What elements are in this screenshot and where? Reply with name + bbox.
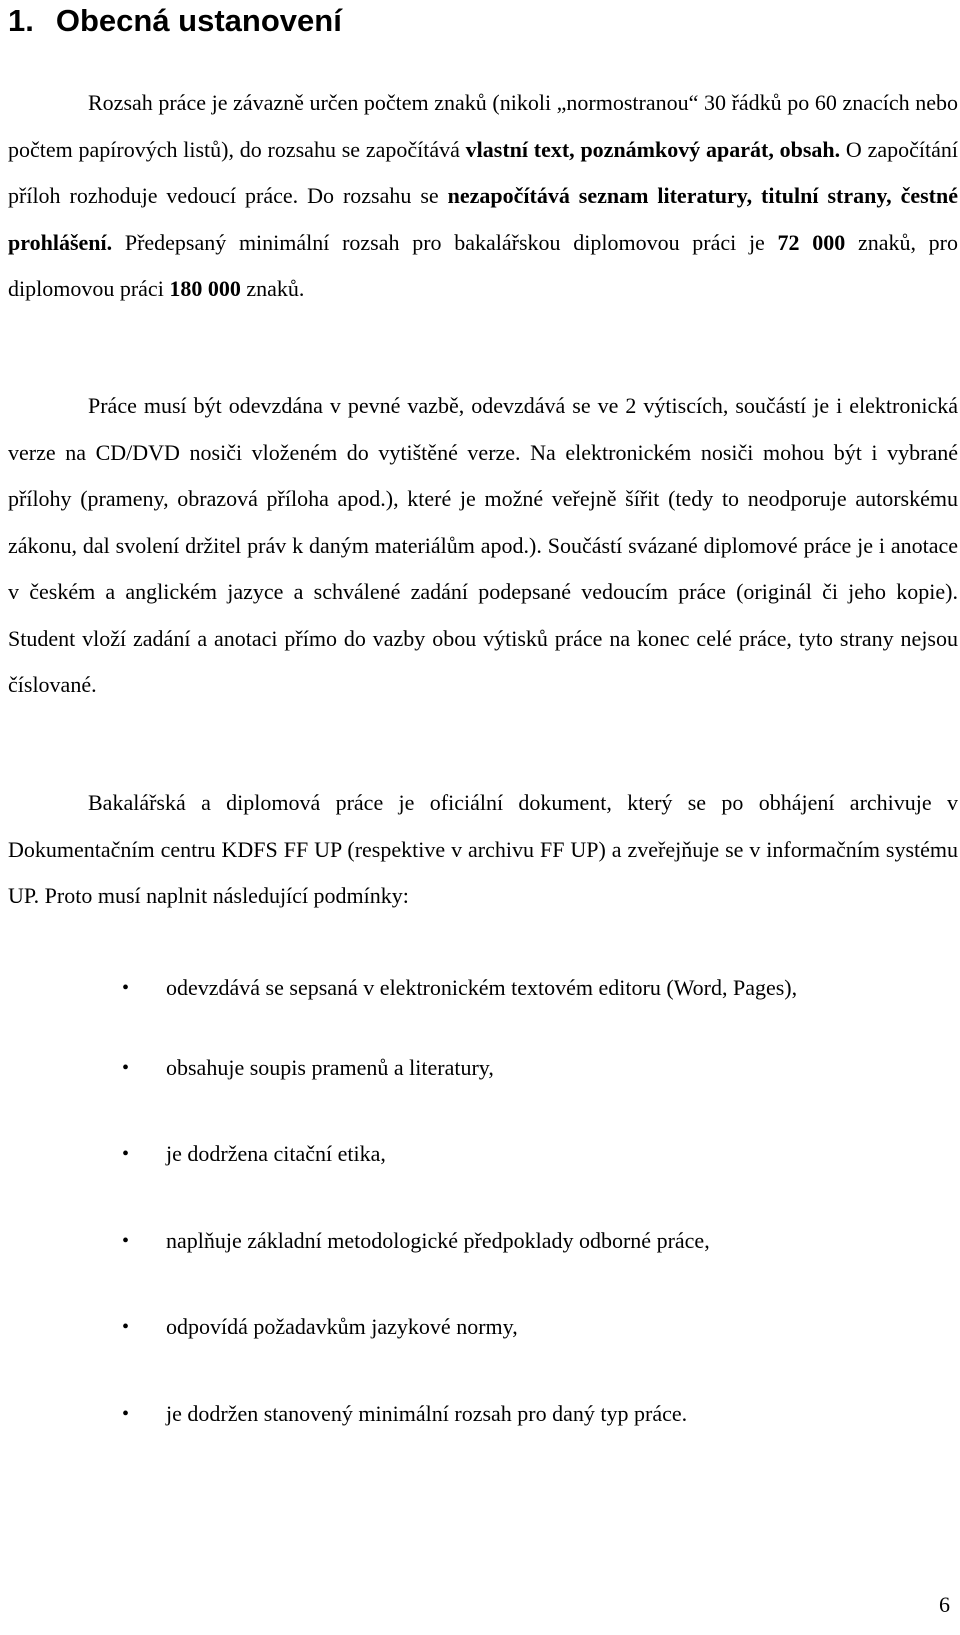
list-item-text: je dodržena citační etika, [166,1141,386,1166]
bullet-icon: • [122,977,130,999]
bullet-icon: • [122,1143,130,1165]
bold-run: nezapočítává seznam literatury, titulní strany, čestné prohlášení. [8,183,958,255]
list-item [0,1304,958,1351]
conditions-list [0,965,958,1477]
list-item [0,1045,958,1092]
list-item [0,1131,958,1178]
bullet-icon: • [122,1056,130,1079]
page-number: 6 [939,1592,950,1617]
list-item [0,1218,958,1265]
text-run: Předepsaný minimální rozsah pro bakalářskou diplomovou práci je [112,229,778,255]
text-run: znaků, pro diplomovou práci [8,229,958,301]
bold-run: 72 000 [777,229,846,255]
list-item-text: odpovídá požadavkům jazykové normy, [166,1314,518,1339]
list-item-text: je dodržen stanovený minimální rozsah pro daný typ práce. [166,1400,688,1426]
bold-run: 180 000 [169,276,241,301]
bullet-icon: • [122,1402,130,1425]
bold-run: vlastní text, poznámkový aparát, obsah. [465,136,841,162]
list-item-text: obsahuje soupis pramenů a literatury, [166,1054,494,1080]
list-item [0,965,958,1012]
text-run: znaků. [240,276,305,301]
text-run: Rozsah práce je závazně určen počtem znaků (nikoli „normostranou“ 30 řádků po 60 znacích nebo počtem papírových listů), do rozsahu se započítává [8,90,958,162]
paragraph-archivace: Bakalářská a diplomová práce je oficiální dokument, který se po obhájení archivuje v Dokumentačním centru KDFS FF UP (respektive v archivu FF UP) a zveřejňuje se v informačním systému UP. Proto musí naplnit následující podmínky: [8,790,958,908]
list-item-text: naplňuje základní metodologické předpoklady odborné práce, [166,1227,710,1253]
text-run: O započítání příloh rozhoduje vedoucí práce. Do rozsahu se [8,136,958,208]
list-item [0,1391,958,1438]
section-heading [8,2,342,40]
bullet-icon: • [122,1229,130,1252]
list-item-text: odevzdává se sepsaná v elektronickém textovém editoru (Word, Pages), [166,975,798,1000]
paragraph-rozsah [8,80,958,313]
section-number: 1. [8,3,34,38]
bullet-icon: • [122,1316,130,1338]
section-title: Obecná ustanovení [55,3,342,38]
paragraph-odevzdani: Práce musí být odevzdána v pevné vazbě, odevzdává se ve 2 výtiscích, součástí je i elektronická verze na CD/DVD nosiči vloženém do vytištěné verze. Na elektronickém nosiči mohou být i vybrané přílohy (prameny, obrazová příloha apod.), které je možné veřejně šířit (tedy to neodporuje autorskému zákonu, dal svolení držitel práv k daným materiálům apod.). Součástí svázané diplomové práce je i anotace v českém a anglickém jazyce a schválené zadání podepsané vedoucím práce (originál či jeho kopie). Student vloží zadání a anotaci přímo do vazby obou výtisků práce na konec celé práce, tyto strany nejsou číslované. [8,393,958,697]
